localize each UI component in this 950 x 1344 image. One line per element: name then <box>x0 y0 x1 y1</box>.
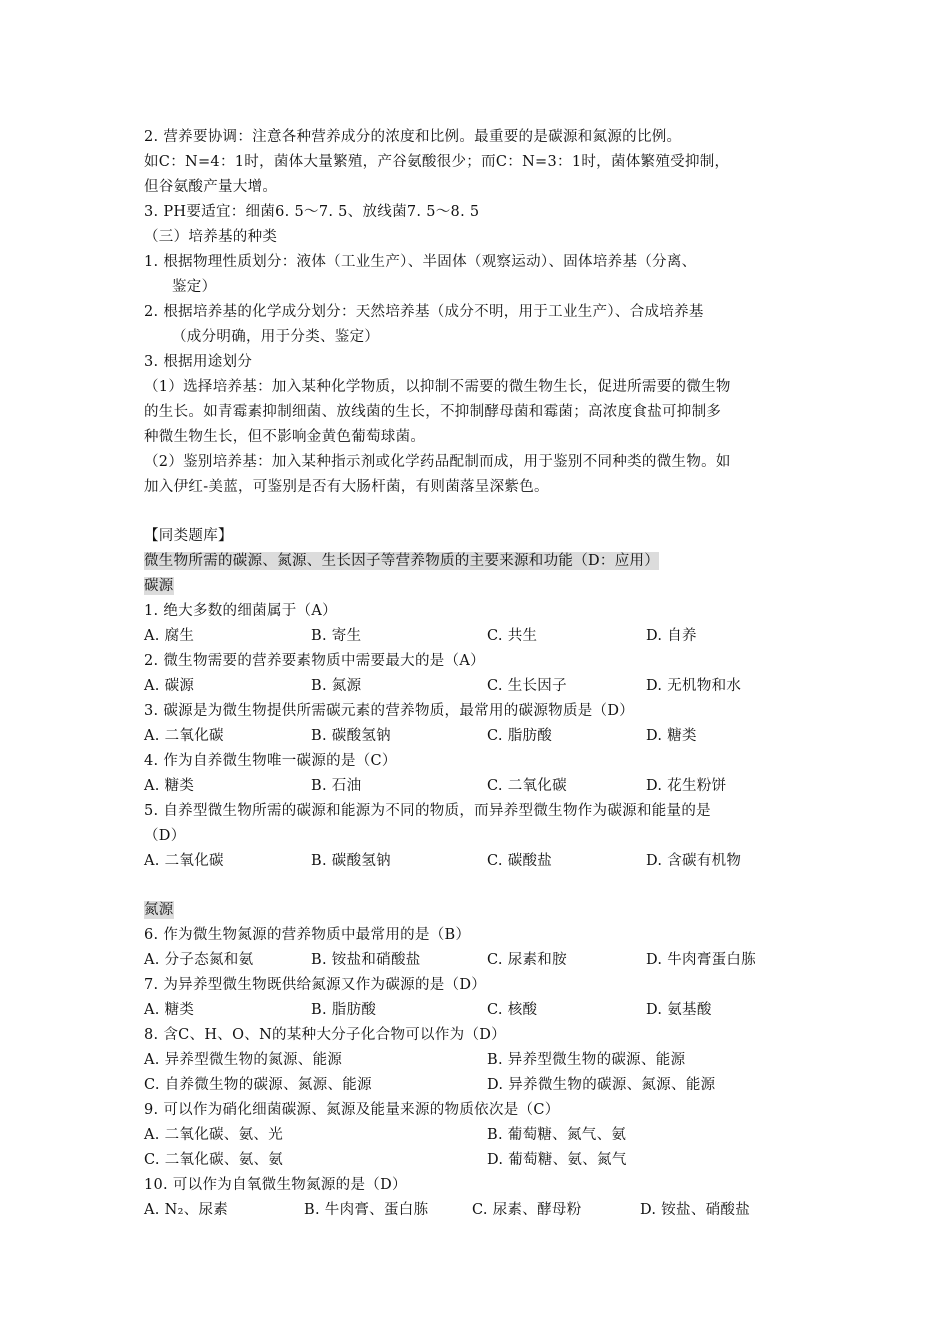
option-d: D. 牛肉膏蛋白胨 <box>646 952 757 968</box>
option-a: A. 异养型微生物的氮源、能源 <box>144 1052 343 1068</box>
option-d: D. 异养微生物的碳源、氮源、能源 <box>487 1077 716 1093</box>
option-c: C. 自养微生物的碳源、氮源、能源 <box>144 1077 372 1093</box>
option-c: C. 尿素、酵母粉 <box>472 1202 582 1218</box>
option-b: B. 寄生 <box>311 628 362 644</box>
option-c: C. 共生 <box>487 628 538 644</box>
option-d: D. 葡萄糖、氨、氮气 <box>487 1152 627 1168</box>
option-a: A. 二氧化碳 <box>144 728 224 744</box>
option-c: C. 脂肪酸 <box>487 728 553 744</box>
option-b: B. 铵盐和硝酸盐 <box>311 952 421 968</box>
option-d: D. 花生粉饼 <box>646 778 727 794</box>
option-b: B. 脂肪酸 <box>311 1002 377 1018</box>
option-a: A. 二氧化碳 <box>144 853 224 869</box>
option-d: D. 氨基酸 <box>646 1002 712 1018</box>
text-line: 种微生物生长，但不影响金黄色葡萄球菌。 <box>144 429 426 445</box>
option-b: B. 氮源 <box>311 678 362 694</box>
subsection-heading: （三）培养基的种类 <box>144 229 278 245</box>
option-b: B. 碳酸氢钠 <box>311 853 391 869</box>
option-b: B. 异养型微生物的碳源、能源 <box>487 1052 686 1068</box>
text-line: （成分明确，用于分类、鉴定） <box>172 329 380 345</box>
question: 1. 绝大多数的细菌属于（A） <box>144 603 337 619</box>
text-line: 但谷氨酸产量大增。 <box>144 179 278 195</box>
text-line: 2. 营养要协调：注意各种营养成分的浓度和比例。最重要的是碳源和氮源的比例。 <box>144 129 682 145</box>
question: 7. 为异养型微生物既供给氮源又作为碳源的是（D） <box>144 977 487 993</box>
option-b: B. 葡萄糖、氮气、氨 <box>487 1127 627 1143</box>
question: 2. 微生物需要的营养要素物质中需要最大的是（A） <box>144 653 485 669</box>
option-b: B. 牛肉膏、蛋白胨 <box>304 1202 429 1218</box>
option-a: A. 糖类 <box>144 1002 195 1018</box>
text-line: 3. 根据用途划分 <box>144 354 253 370</box>
option-d: D. 无机物和水 <box>646 678 742 694</box>
option-d: D. 铵盐、硝酸盐 <box>640 1202 751 1218</box>
option-a: A. 糖类 <box>144 778 195 794</box>
option-c: C. 生长因子 <box>487 678 567 694</box>
question-continued: （D） <box>144 828 186 844</box>
text-line: 的生长。如青霉素抑制细菌、放线菌的生长，不抑制酵母菌和霉菌；高浓度食盐可抑制多 <box>144 404 722 420</box>
bank-title: 【同类题库】 <box>144 528 233 544</box>
text-line: 鉴定） <box>172 279 217 295</box>
option-a: A. N₂、尿素 <box>144 1202 229 1218</box>
option-c: C. 尿素和胺 <box>487 952 567 968</box>
option-c: C. 二氧化碳、氨、氨 <box>144 1152 284 1168</box>
question: 9. 可以作为硝化细菌碳源、氮源及能量来源的物质依次是（C） <box>144 1102 560 1118</box>
option-c: C. 二氧化碳 <box>487 778 567 794</box>
option-b: B. 碳酸氢钠 <box>311 728 391 744</box>
option-d: D. 自养 <box>646 628 697 644</box>
option-c: C. 核酸 <box>487 1002 538 1018</box>
option-a: A. 碳源 <box>144 678 195 694</box>
question: 10. 可以作为自氧微生物氮源的是（D） <box>144 1177 407 1193</box>
option-c: C. 碳酸盐 <box>487 853 553 869</box>
question: 5. 自养型微生物所需的碳源和能源为不同的物质，而异养型微生物作为碳源和能量的是 <box>144 803 711 819</box>
option-a: A. 腐生 <box>144 628 195 644</box>
question: 8. 含C、H、O、N的某种大分子化合物可以作为（D） <box>144 1027 506 1043</box>
option-a: A. 二氧化碳、氨、光 <box>144 1127 283 1143</box>
text-line: 加入伊红-美蓝，可鉴别是否有大肠杆菌，有则菌落呈深紫色。 <box>144 479 549 495</box>
text-line: 3. PH要适宜：细菌6. 5～7. 5、放线菌7. 5～8. 5 <box>144 204 480 220</box>
nitrogen-heading: 氮源 <box>144 902 174 918</box>
topic-heading: 微生物所需的碳源、氮源、生长因子等营养物质的主要来源和功能（D：应用） <box>144 553 660 569</box>
option-b: B. 石油 <box>311 778 362 794</box>
text-line: （2）鉴别培养基：加入某种指示剂或化学药品配制而成，用于鉴别不同种类的微生物。如 <box>144 454 731 470</box>
option-d: D. 糖类 <box>646 728 697 744</box>
question: 3. 碳源是为微生物提供所需碳元素的营养物质，最常用的碳源物质是（D） <box>144 703 635 719</box>
option-a: A. 分子态氮和氨 <box>144 952 254 968</box>
text-line: （1）选择培养基：加入某种化学物质，以抑制不需要的微生物生长，促进所需要的微生物 <box>144 379 731 395</box>
question: 6. 作为微生物氮源的营养物质中最常用的是（B） <box>144 927 471 943</box>
option-d: D. 含碳有机物 <box>646 853 742 869</box>
carbon-heading: 碳源 <box>144 578 174 594</box>
question: 4. 作为自养微生物唯一碳源的是（C） <box>144 753 397 769</box>
text-line: 2. 根据培养基的化学成分划分：天然培养基（成分不明，用于工业生产）、合成培养基 <box>144 304 704 320</box>
text-line: 如C：N=4：1时，菌体大量繁殖，产谷氨酸很少；而C：N=3：1时，菌体繁殖受抑制， <box>144 154 730 170</box>
text-line: 1. 根据物理性质划分：液体（工业生产）、半固体（观察运动）、固体培养基（分离、 <box>144 254 697 270</box>
